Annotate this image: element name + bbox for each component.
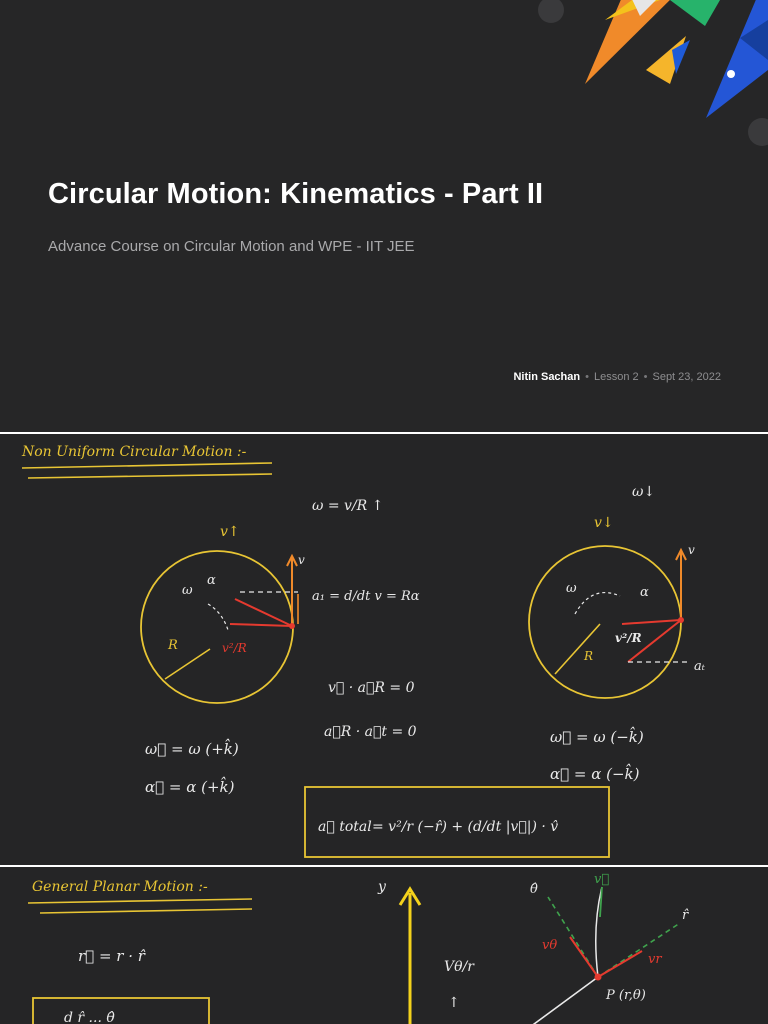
lesson-date: Sept 23, 2022: [652, 371, 721, 383]
dot-product-1: v⃗ · a⃗R = 0: [328, 680, 415, 696]
svg-text:Vθ/r: Vθ/r: [444, 959, 474, 975]
svg-text:P (r,θ): P (r,θ): [606, 988, 646, 1003]
right-radius: [555, 624, 600, 674]
lesson-meta: Nitin Sachan • Lesson 2 • Sept 23, 2022: [513, 371, 721, 383]
svg-text:v: v: [298, 553, 305, 567]
svg-text:R: R: [168, 638, 178, 653]
left-radius: [165, 649, 210, 679]
svg-text:vr: vr: [648, 952, 662, 967]
left-v-label: v↑: [220, 524, 240, 540]
tangential-formula: a₁ = d/dt v = Rα: [312, 589, 420, 604]
total-accel-lhs: a⃗ total: [318, 819, 372, 835]
deco-dot-2: [748, 118, 768, 146]
position-vector-eq: r⃗ = r · r̂: [78, 947, 145, 965]
svg-text:ω: ω: [182, 583, 193, 598]
svg-text:aₜ: aₜ: [694, 659, 705, 674]
slide-heading-2: General Planar Motion :-: [32, 879, 208, 895]
whiteboard-canvas: [0, 434, 768, 865]
svg-text:α: α: [640, 585, 649, 600]
right-w-label: ω↓: [632, 484, 656, 500]
notes-slide-planar: [0, 867, 768, 1024]
dot-product-2: a⃗R · a⃗t = 0: [324, 724, 417, 740]
y-axis-label: y: [378, 879, 386, 895]
left-circle: [141, 551, 293, 703]
right-accel-arrow: [622, 620, 681, 624]
omega-formula: ω = v/R ↑: [312, 498, 384, 514]
lesson-title: Circular Motion: Kinematics - Part II: [48, 178, 544, 210]
derivative-box: [33, 998, 209, 1024]
deco-dot-1: [538, 0, 564, 23]
right-omega-vector: ω⃗ = ω (−k̂): [550, 728, 644, 746]
point-p: [595, 974, 602, 981]
svg-text:r̂: r̂: [682, 908, 689, 923]
svg-text:θ̂: θ̂: [530, 882, 538, 897]
right-alpha-vector: α⃗ = α (−k̂): [550, 765, 640, 783]
svg-text:↑: ↑: [448, 995, 460, 1011]
left-accel-arrow: [235, 599, 292, 626]
lesson-subtitle: Advance Course on Circular Motion and WPE - IIT JEE: [48, 238, 415, 255]
pen-nib-icon: [706, 0, 768, 118]
v-r-arrow: [598, 951, 642, 977]
notes-slide-nonuniform: [0, 434, 768, 865]
total-accel-rhs: = v²/r (−r̂) + (d/dt |v⃗|) · v̂: [372, 819, 559, 835]
lesson-number: Lesson 2: [593, 371, 639, 383]
right-centripetal-label: v²/R: [615, 631, 642, 645]
whiteboard-canvas-2: [0, 867, 768, 1024]
svg-text:ω: ω: [566, 581, 577, 596]
svg-text:vθ: vθ: [542, 938, 558, 953]
right-v-label: v↓: [594, 515, 614, 531]
cover-slide: [0, 0, 768, 432]
svg-text:α: α: [207, 573, 216, 588]
svg-text:v: v: [688, 543, 695, 557]
cover-decoration: [0, 0, 768, 432]
svg-text:d r̂ ... θ̂: d r̂ ... θ̂: [64, 1010, 115, 1024]
left-omega-vector: ω⃗ = ω (+k̂): [145, 740, 239, 758]
left-alpha-vector: α⃗ = α (+k̂): [145, 778, 235, 796]
v-theta-arrow: [570, 937, 598, 977]
svg-text:v⃗: v⃗: [594, 872, 610, 887]
pencil-green-icon: [670, 0, 720, 26]
left-centripetal-label: v²/R: [222, 641, 247, 655]
author-name: Nitin Sachan: [513, 371, 581, 383]
svg-text:R: R: [584, 649, 594, 663]
heading-underline: [22, 463, 272, 468]
slide-heading: Non Uniform Circular Motion :-: [22, 444, 247, 460]
